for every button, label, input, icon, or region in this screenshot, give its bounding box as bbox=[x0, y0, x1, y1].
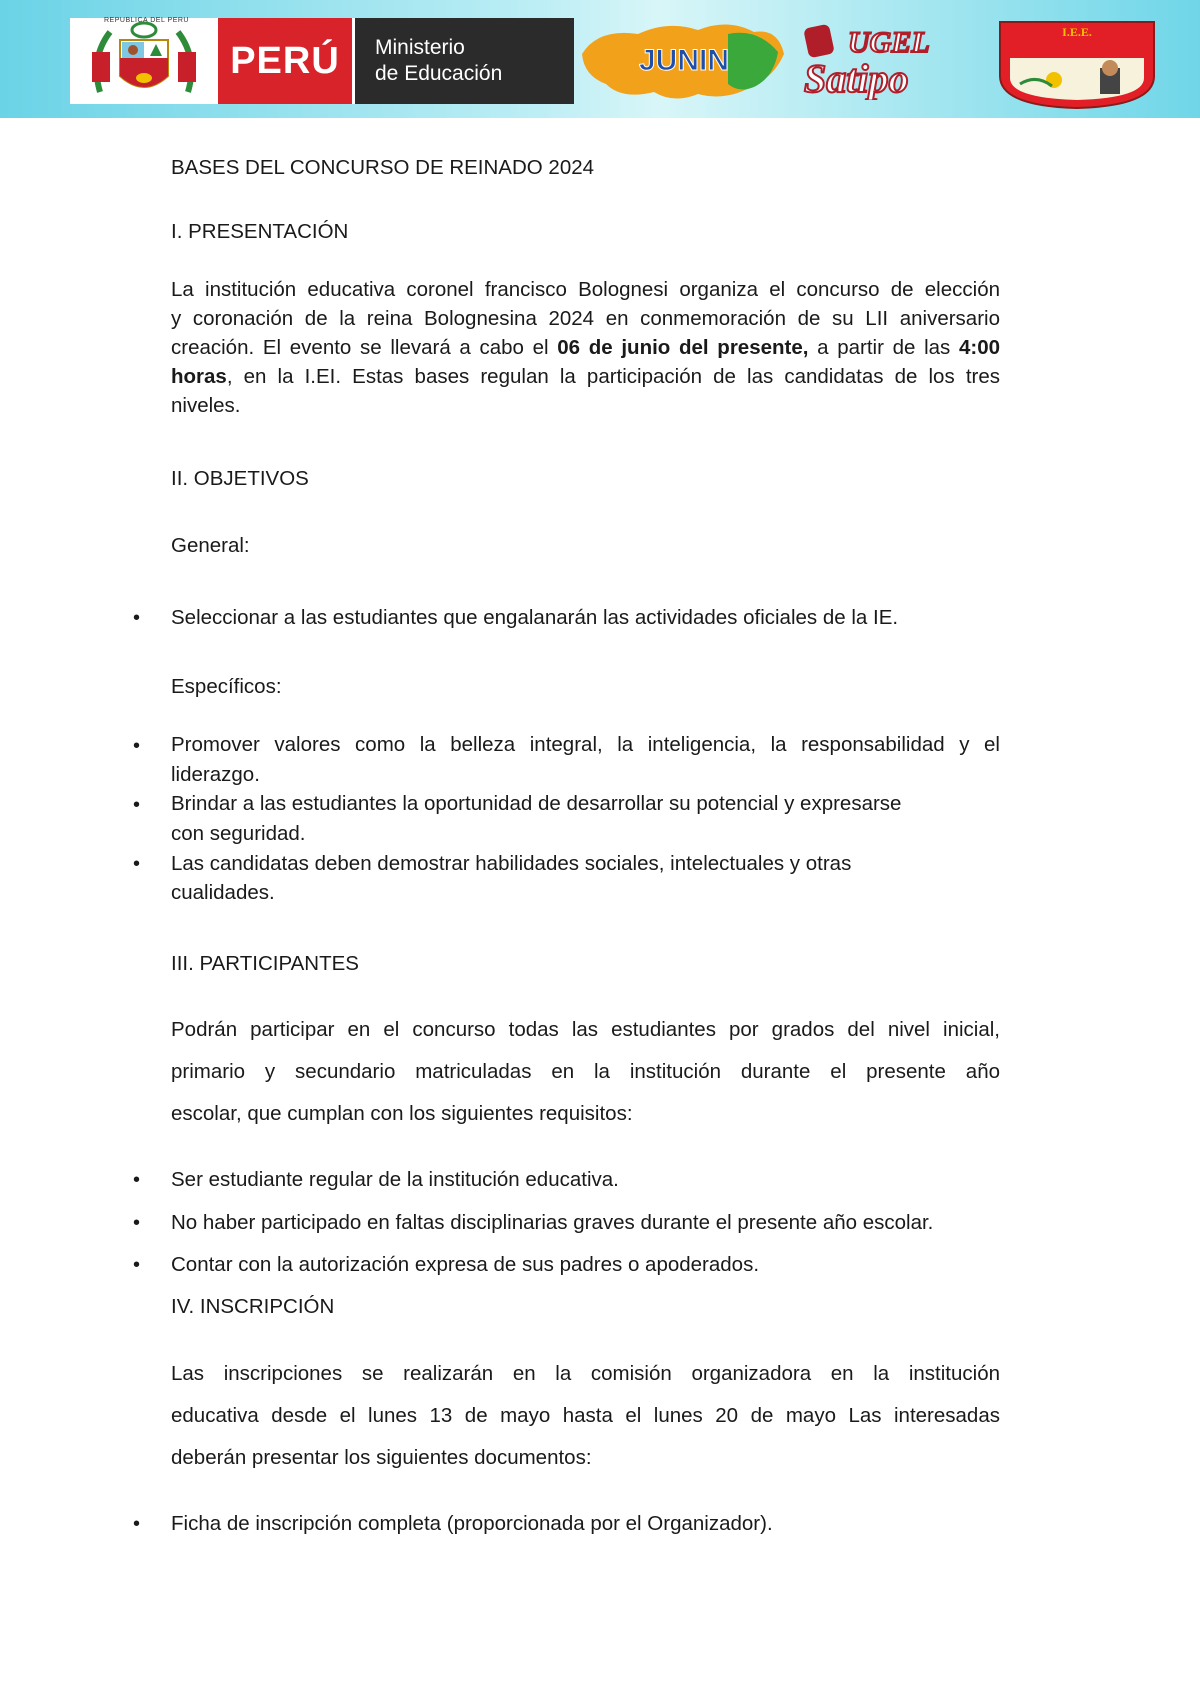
specific-objective-2-line-2: con seguridad. bbox=[171, 822, 306, 845]
subheading-specific: Específicos: bbox=[171, 675, 282, 698]
specific-objective-1-line-2: liderazgo. bbox=[171, 763, 260, 786]
subheading-general: General: bbox=[171, 534, 250, 557]
presentation-line-1: La institución educativa coronel francisco Bolognesi organiza el concurso de elección bbox=[171, 278, 1000, 301]
bullet-icon: • bbox=[133, 1254, 141, 1276]
general-objective: Seleccionar a las estudiantes que engalanarán las actividades oficiales de la IE. bbox=[171, 606, 899, 629]
presentation-line-4 bbox=[171, 365, 1000, 389]
presentation-text: a partir de las bbox=[808, 336, 959, 359]
shield-arc-text: REPUBLICA DEL PERU bbox=[104, 17, 189, 24]
specific-objective-3-line-1: Las candidatas deben demostrar habilidades sociales, intelectuales y otras bbox=[171, 852, 852, 875]
ministry-line2: de Educación bbox=[375, 62, 503, 85]
peru-label: PERÚ bbox=[218, 18, 352, 104]
requirement-2: No haber participado en faltas disciplinarias graves durante el presente año escolar. bbox=[171, 1211, 934, 1234]
section-heading-presentation: I. PRESENTACIÓN bbox=[171, 220, 349, 243]
junin-region-logo bbox=[578, 14, 790, 106]
bullet-icon: • bbox=[133, 1212, 141, 1234]
registration-line-3: deberán presentar los siguientes documentos: bbox=[171, 1446, 592, 1469]
bullet-icon: • bbox=[133, 1513, 141, 1535]
satipo-text: Satipo bbox=[804, 56, 909, 100]
ministry-name bbox=[352, 18, 574, 104]
event-date: 06 de junio del presente, bbox=[557, 336, 809, 359]
bullet-icon: • bbox=[133, 607, 141, 629]
junin-text: JUNIN bbox=[638, 44, 730, 77]
presentation-line-2: y coronación de la reina Bolognesina 2024 en conmemoración de su LII aniversario bbox=[171, 307, 1000, 330]
bullet-icon: • bbox=[133, 794, 141, 816]
requirement-1: Ser estudiante regular de la institución educativa. bbox=[171, 1168, 619, 1191]
participants-line-2: primario y secundario matriculadas en la institución durante el presente año bbox=[171, 1060, 1000, 1083]
ministry-line1: Ministerio bbox=[375, 36, 465, 59]
section-heading-objectives: II. OBJETIVOS bbox=[171, 467, 309, 490]
registration-line-1: Las inscripciones se realizarán en la comisión organizadora en la institución bbox=[171, 1362, 1000, 1385]
bullet-icon: • bbox=[133, 1169, 141, 1191]
event-time-unit: horas bbox=[171, 365, 227, 388]
registration-document-1: Ficha de inscripción completa (proporcionada por el Organizador). bbox=[171, 1512, 773, 1535]
ugel-text: UGEL bbox=[848, 26, 930, 59]
participants-line-1: Podrán participar en el concurso todas las estudiantes por grados del nivel inicial, bbox=[171, 1018, 1000, 1041]
specific-objective-2-line-1: Brindar a las estudiantes la oportunidad de desarrollar su potencial y expresarse bbox=[171, 792, 902, 815]
school-crest-logo bbox=[996, 14, 1158, 110]
specific-objective-3-line-2: cualidades. bbox=[171, 881, 275, 904]
presentation-line-5: niveles. bbox=[171, 394, 241, 417]
bullet-icon: • bbox=[133, 735, 141, 757]
requirement-3: Contar con la autorización expresa de sus padres o apoderados. bbox=[171, 1253, 760, 1276]
participants-line-3: escolar, que cumplan con los siguientes requisitos: bbox=[171, 1102, 633, 1125]
minedu-logo bbox=[70, 18, 574, 104]
registration-line-2: educativa desde el lunes 13 de mayo hasta el lunes 20 de mayo Las interesadas bbox=[171, 1404, 1000, 1427]
section-heading-participants: III. PARTICIPANTES bbox=[171, 952, 359, 975]
bullet-icon: • bbox=[133, 853, 141, 875]
presentation-text: , en la I.EI. Estas bases regulan la participación de las candidatas de los tres bbox=[226, 365, 1000, 388]
document-title: BASES DEL CONCURSO DE REINADO 2024 bbox=[171, 156, 595, 179]
ugel-satipo-logo bbox=[792, 16, 988, 100]
event-time: 4:00 bbox=[958, 336, 1001, 359]
peru-coat-of-arms-icon bbox=[70, 18, 218, 104]
presentation-line-3 bbox=[171, 336, 1000, 360]
specific-objective-1-line-1: Promover valores como la belleza integral, la inteligencia, la responsabilidad y el bbox=[171, 733, 1000, 756]
iee-text: I.E.E. bbox=[1062, 25, 1092, 39]
section-heading-registration: IV. INSCRIPCIÓN bbox=[171, 1295, 335, 1318]
presentation-text: creación. El evento se llevará a cabo el bbox=[171, 336, 558, 359]
header-banner bbox=[0, 0, 1200, 118]
